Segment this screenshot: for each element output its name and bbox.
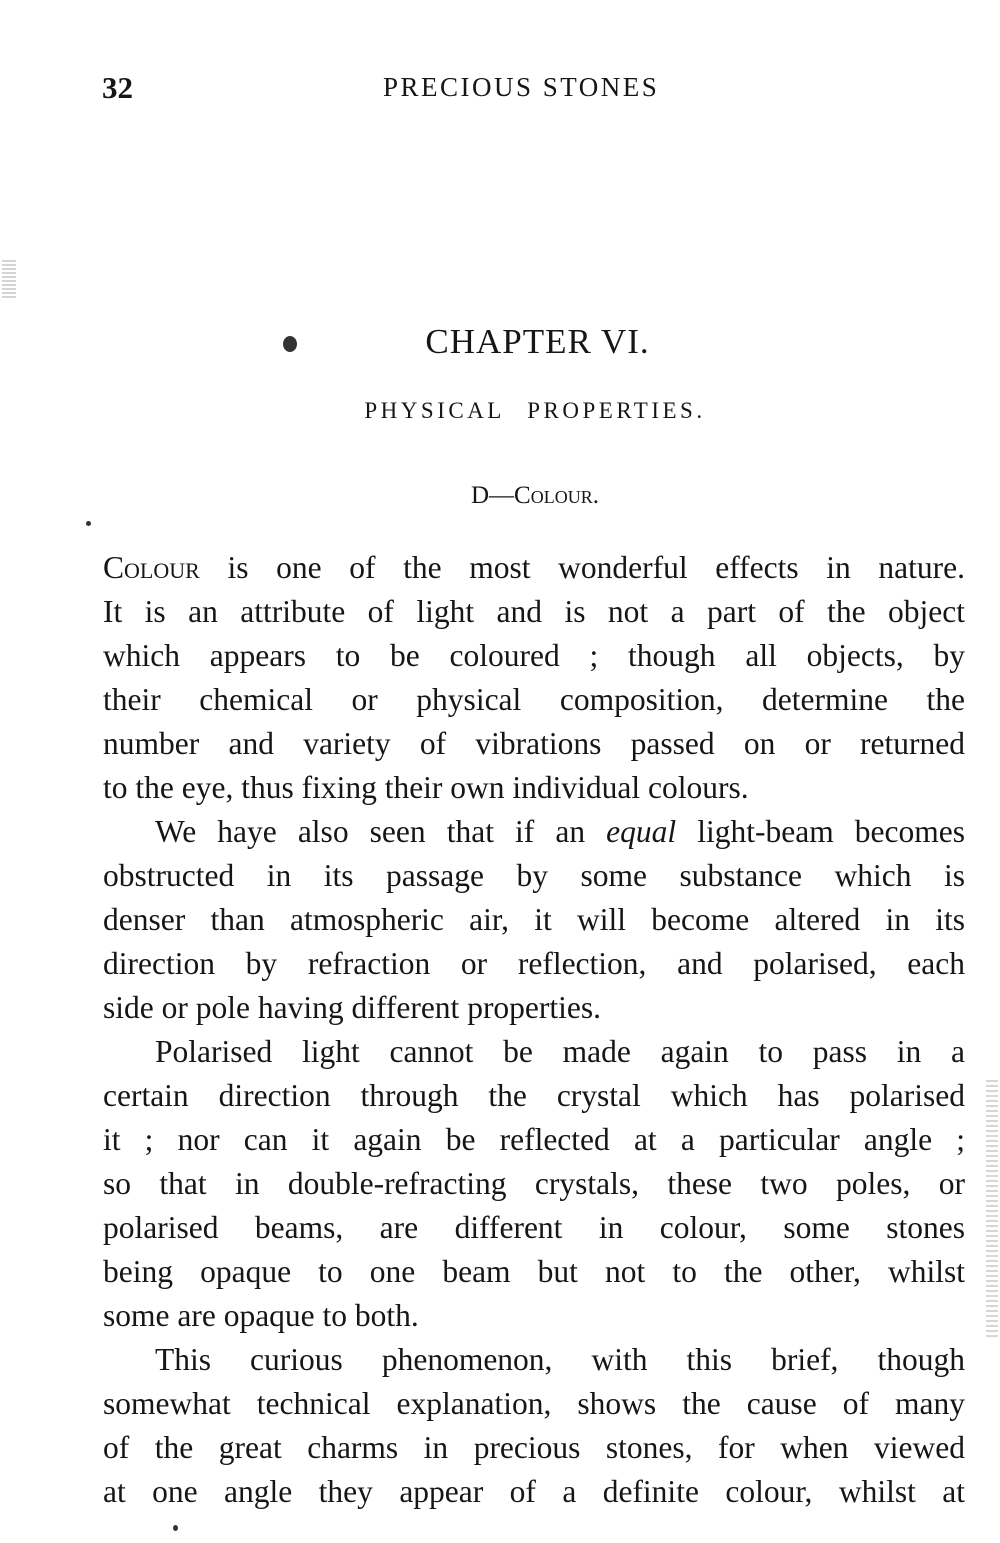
text-line — [103, 546, 965, 590]
body-text — [103, 546, 965, 1514]
paragraph — [103, 546, 965, 810]
text-line: of the great charms in precious stones, for when viewed — [103, 1430, 965, 1465]
text-line: to the eye, thus fixing their own individual colours. — [103, 770, 749, 805]
subsection-title: D—Colour. — [471, 482, 599, 509]
text-line: It is an attribute of light and is not a part of the object — [103, 594, 965, 629]
text-line: This curious phenomenon, with this brief, though — [155, 1342, 965, 1377]
text-line: some are opaque to both. — [103, 1298, 419, 1333]
line-text: We haye also seen that if an — [155, 814, 607, 849]
text-line: which appears to be coloured ; though all objects, by — [103, 638, 965, 673]
scan-edge-shadow — [2, 260, 16, 300]
paragraph — [103, 1030, 965, 1338]
text-line: certain direction through the crystal which has polarised — [103, 1078, 965, 1113]
line-text: light-beam becomes — [676, 814, 965, 849]
scan-speck — [283, 336, 297, 352]
drop-word: Colour — [103, 550, 200, 585]
scan-speck — [86, 521, 91, 526]
text-line: denser than atmospheric air, it will become altered in its — [103, 902, 965, 937]
text-line: polarised beams, are different in colour, some stones — [103, 1210, 965, 1245]
scan-speck — [173, 1525, 178, 1531]
text-line: somewhat technical explanation, shows the cause of many — [103, 1386, 965, 1421]
text-line: at one angle they appear of a definite colour, whilst at — [103, 1474, 965, 1509]
text-line: it ; nor can it again be reflected at a particular angle ; — [103, 1122, 965, 1157]
text-line — [103, 810, 965, 854]
chapter-title: CHAPTER VI. — [425, 322, 650, 361]
italic-word: equal — [606, 814, 677, 849]
paragraph — [103, 1338, 965, 1514]
text-line: obstructed in its passage by some substance which is — [103, 858, 965, 893]
running-head: PRECIOUS STONES — [383, 72, 660, 102]
text-line: Polarised light cannot be made again to pass in a — [155, 1034, 965, 1069]
page-number: 32 — [102, 70, 133, 105]
text-line: side or pole having different properties. — [103, 990, 602, 1025]
section-title: PHYSICAL PROPERTIES. — [364, 398, 706, 423]
text-line: their chemical or physical composition, determine the — [103, 682, 965, 717]
text-line: so that in double-refracting crystals, these two poles, or — [103, 1166, 965, 1201]
line-text: is one of the most wonderful effects in nature. — [199, 550, 965, 585]
scan-edge-shadow — [986, 1080, 998, 1340]
paragraph — [103, 810, 965, 1030]
text-line: being opaque to one beam but not to the other, whilst — [103, 1254, 965, 1289]
text-line: number and variety of vibrations passed on or returned — [103, 726, 965, 761]
text-line: direction by refraction or reflection, and polarised, each — [103, 946, 965, 981]
